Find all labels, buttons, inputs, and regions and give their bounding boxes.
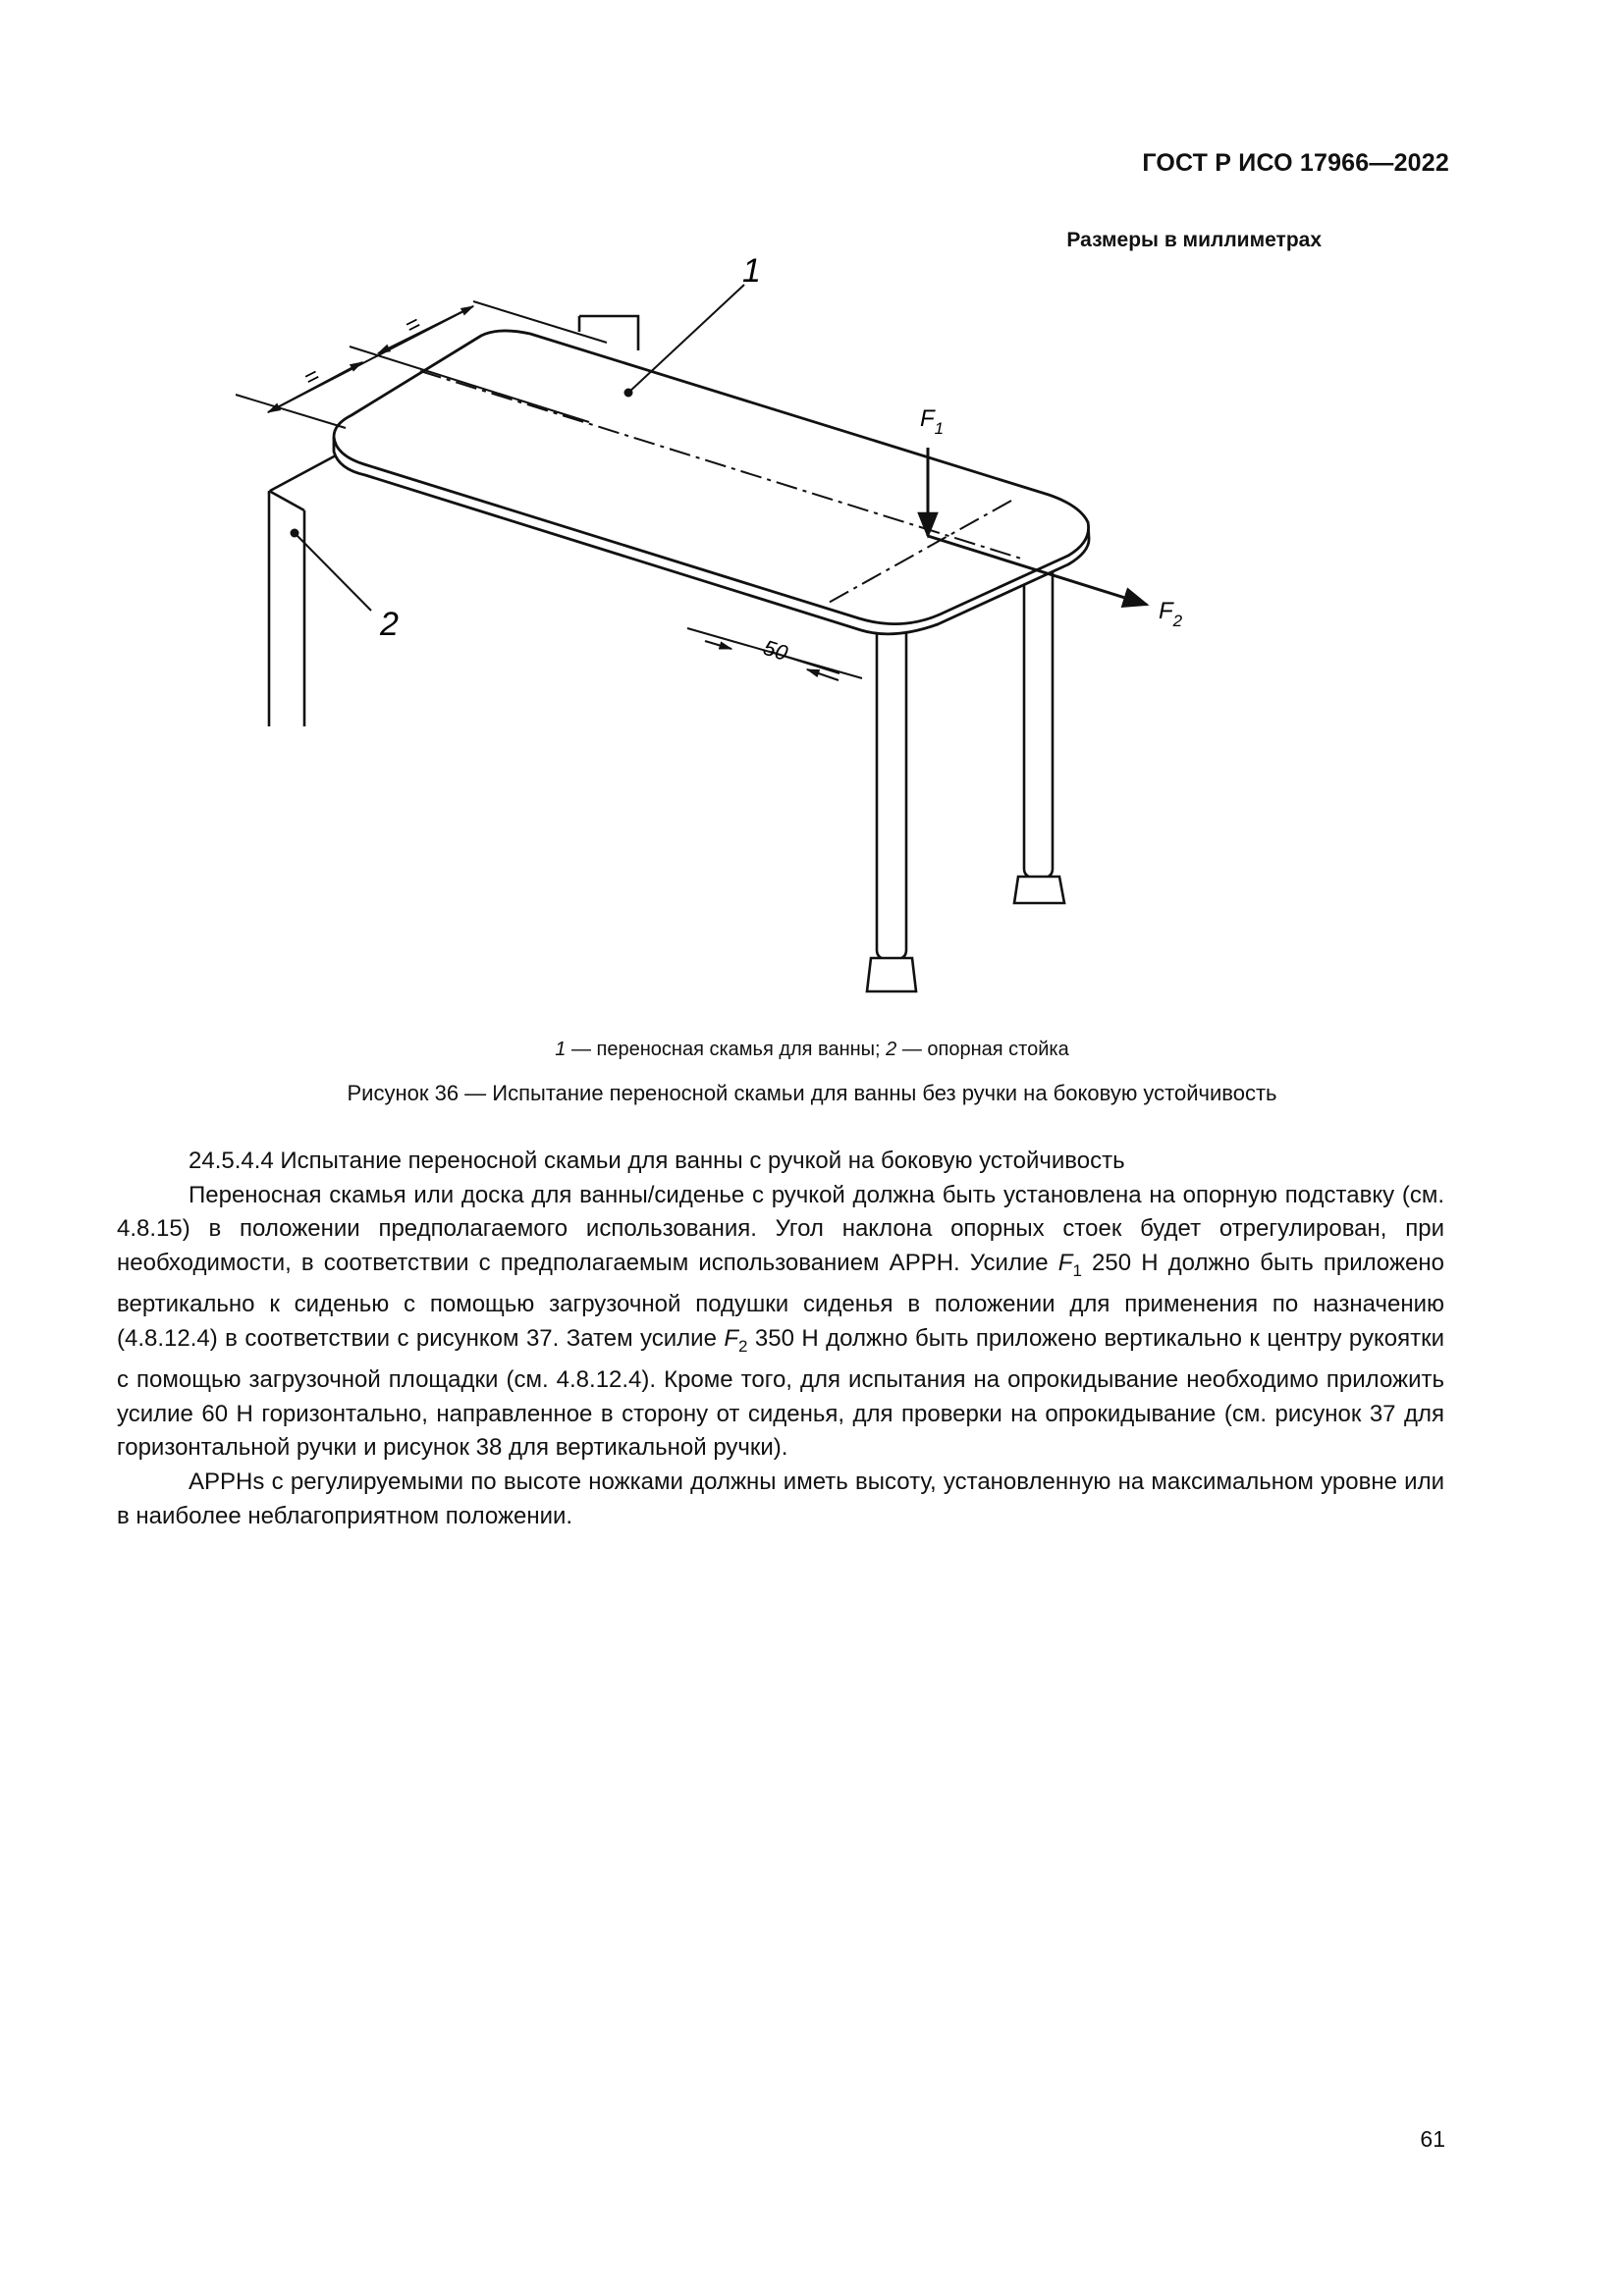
- figure-legend: [0, 1039, 1624, 1061]
- legend-text-2: — опорная стойка: [896, 1039, 1069, 1060]
- bench-seat: [334, 331, 1089, 634]
- legend-num-1: 1: [555, 1039, 567, 1060]
- section-heading: 24.5.4.4 Испытание переносной скамьи для ванны с ручкой на боковую устойчивость: [189, 1148, 1125, 1174]
- callout-2-label: 2: [380, 606, 399, 643]
- paragraph-2: APPHs с регулируемыми по высоте ножками должны иметь высоту, установленную на максимальном уровне или в наиболее неблагоприятном положении.: [117, 1468, 1444, 1529]
- callout-2-dot: [291, 529, 299, 538]
- callout-1-label: 1: [742, 252, 761, 290]
- body-text: [117, 1145, 1444, 1533]
- document-header: ГОСТ Р ИСО 17966—2022: [1142, 149, 1449, 177]
- equal-mark-1: =: [299, 361, 325, 393]
- legend-text-1: — переносная скамья для ванны;: [566, 1039, 887, 1060]
- force-f2-label: $F_2$: [1159, 598, 1183, 630]
- callout-1-dot: [624, 389, 633, 398]
- dimension-50-label: 50: [760, 634, 791, 666]
- equal-mark-2: =: [401, 309, 426, 341]
- legend-num-2: 2: [886, 1039, 897, 1060]
- callout-1-leader: [628, 285, 744, 393]
- page-number: 61: [1420, 2126, 1445, 2152]
- force-f1-label: $F_1$: [920, 405, 945, 438]
- callout-2-leader: [295, 533, 371, 611]
- bench-test-drawing: [0, 0, 1624, 1060]
- figure-title: Рисунок 36 — Испытание переносной скамьи для ванны без ручки на боковую устойчивость: [347, 1081, 1277, 1105]
- units-note: Размеры в миллиметрах: [1066, 229, 1322, 251]
- figure-36: [0, 0, 1624, 1060]
- paragraph-1: Переносная скамья или доска для ванны/сиденье с ручкой должна быть установлена на опорную подставку (см. 4.8.15) в положении предполагаемого использования. Угол наклона опорных стоек будет отрегулирован, при необходимости, в соответствии с предполагаемым использованием APPH. Усилие $F_1$ 250 Н должно быть приложено вертикально к сиденью с помощью загрузочной подушки сиденья в положении для применения по назначению (4.8.12.4) в соответствии с рисунком 37. Затем усилие $F_2$ 350 Н должно быть приложено вертикально к центру рукоятки с помощью загрузочной площадки (см. 4.8.12.4). Кроме того, для испытания на опрокидывание необходимо приложить усилие 60 Н горизонтально, направленное в сторону от сиденья, для проверки на опрокидывание (см. рисунок 37 для горизонтальной ручки и рисунок 38 для вертикальной ручки).: [117, 1181, 1444, 1462]
